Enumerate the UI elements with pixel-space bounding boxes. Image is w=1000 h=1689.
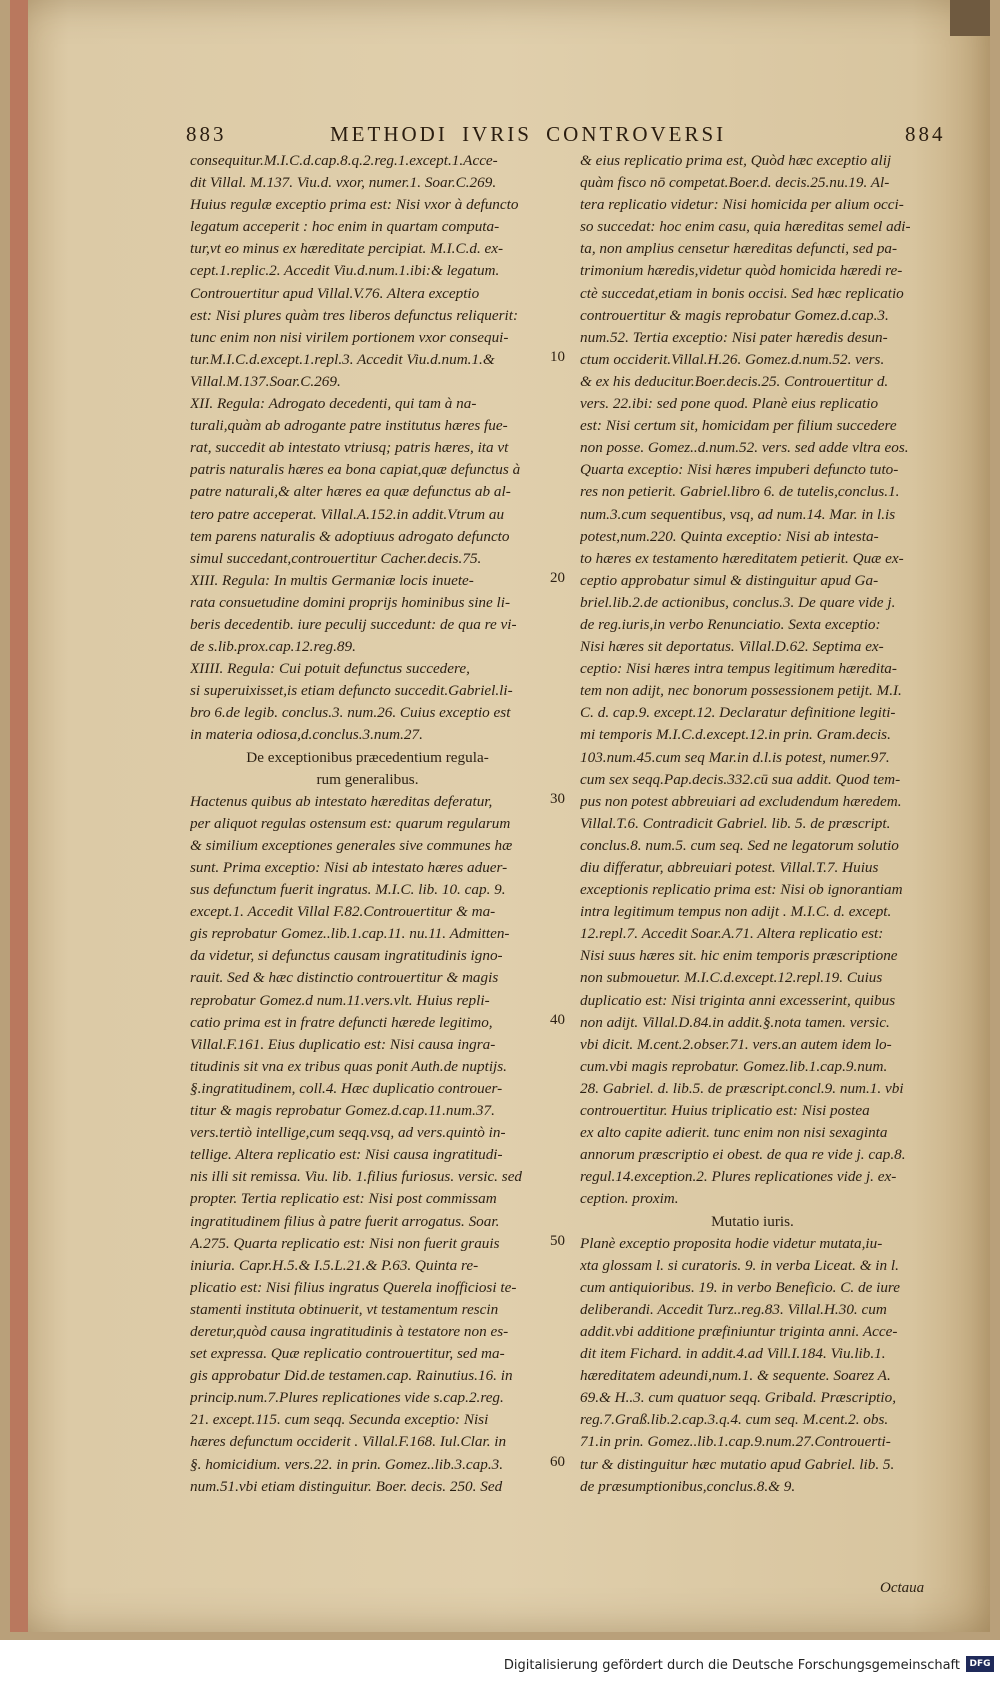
running-title: METHODI IVRIS CONTROVERSI (330, 122, 727, 146)
text-line: gis reprobatur Gomez..lib.1.cap.11. nu.11. Admitten- (190, 925, 510, 943)
text-line: non posse. Gomez..d.num.52. vers. sed adde vltra eos. (580, 439, 909, 457)
text-line: & ex his deducitur.Boer.decis.25. Controuertitur d. (580, 372, 889, 390)
text-line: XIII. Regula: In multis Germaniæ locis inuete- (190, 571, 474, 589)
text-line: non submouetur. M.I.C.d.except.12.repl.19. Cuius (580, 969, 883, 987)
text-line: 71.in prin. Gomez..lib.1.cap.9.num.27.Controuerti- (580, 1433, 891, 1451)
text-line: except.1. Accedit Villal F.82.Controuertitur & ma- (190, 903, 496, 921)
text-line: conclus.8. num.5. cum seq. Sed ne legatorum solutio (580, 836, 899, 854)
text-line: briel.lib.2.de actionibus, conclus.3. De quare vide j. (580, 593, 896, 611)
text-line: tero patre acceperat. Villal.A.152.in addit.Vtrum au (190, 505, 505, 523)
text-line: hæres defunctum occiderit . Villal.F.168. Iul.Clar. in (190, 1433, 507, 1451)
text-line: pus non potest abbreuiari ad excludendum hæredem. (580, 792, 902, 810)
text-line: nis illi sit remissa. Viu. lib. 1.filius furiosus. versic. sed (190, 1168, 523, 1186)
text-line: tur.M.I.C.d.except.1.repl.3. Accedit Viu.d.num.1.& (190, 350, 495, 368)
text-line: stamenti instituta obtinuerit, vt testamentum rescin (190, 1300, 499, 1318)
text-line: tur,vt eo minus ex hæreditate percipiat. M.I.C.d. ex- (190, 240, 504, 258)
line-number: 20 (550, 569, 565, 586)
text-line: cum.vbi magis reprobatur. Gomez.lib.1.cap.9.num. (580, 1057, 888, 1075)
page-header (0, 122, 1000, 150)
text-line: potest,num.220. Quinta exceptio: Nisi ab intesta- (580, 527, 879, 545)
text-line: & similium exceptiones generales sive communes hæ (190, 836, 513, 854)
text-line: annorum præscriptio ei obest. de qua re vide j. cap.8. (580, 1146, 906, 1164)
text-line: duplicatio est: Nisi triginta anni excesserint, quibus (580, 991, 896, 1009)
text-line: dit item Fichard. in addit.4.ad Vill.I.184. Viu.lib.1. (580, 1345, 886, 1363)
text-line: XIIII. Regula: Cui potuit defunctus succedere, (190, 660, 470, 678)
text-line: reg.7.Graß.lib.2.cap.3.q.4. cum seq. M.cent.2. obs. (580, 1411, 889, 1429)
text-line: consequitur.M.I.C.d.cap.8.q.2.reg.1.except.1.Acce- (190, 152, 498, 169)
text-line: A.275. Quarta replicatio est: Nisi non fuerit grauis (190, 1234, 500, 1252)
text-line: bro 6.de legib. conclus.3. num.26. Cuius exceptio est (190, 704, 511, 722)
text-line: trimonium hæredis,videtur quòd homicida hæredi re- (580, 262, 903, 280)
text-line: Villal.T.6. Contradicit Gabriel. lib. 5. de præscript. (580, 814, 891, 832)
page-corner (950, 0, 990, 36)
text-line: controuertitur. Huius triplicatio est: Nisi postea (580, 1102, 870, 1120)
text-line: cum sex seqq.Pap.decis.332.cū sua addit. Quod tem- (580, 770, 901, 788)
text-line: est: Nisi plures quàm tres liberos defunctus reliquerit: (190, 306, 519, 324)
text-line: Huius regulæ exceptio prima est: Nisi vxor à defuncto (190, 196, 519, 214)
line-number: 40 (550, 1011, 565, 1028)
text-line: ceptio approbatur simul & distinguitur apud Ga- (580, 571, 879, 589)
text-line: tellige. Altera replicatio est: Nisi causa ingratitudi- (190, 1146, 503, 1164)
text-line: 21. except.115. cum seqq. Secunda exceptio: Nisi (190, 1411, 489, 1429)
text-line: vers. 22.ibi: sed pone quod. Planè eius replicatio (580, 395, 879, 413)
text-line: de præsumptionibus,conclus.8.& 9. (580, 1477, 796, 1495)
left-text-column (190, 150, 545, 1498)
text-line: plicatio est: Nisi filius ingratus Querela inofficiosi te- (190, 1278, 517, 1296)
text-line: 28. Gabriel. d. lib.5. de præscript.concl.9. num.1. vbi (580, 1079, 904, 1097)
text-line: 69.& H..3. cum quatuor seqq. Gribald. Præscriptio, (580, 1389, 896, 1407)
dfg-logo: DFG (966, 1656, 994, 1672)
text-line: turali,quàm ab adrogante patre institutus hæres fue- (190, 417, 508, 435)
text-line: dit Villal. M.137. Viu.d. vxor, numer.1. Soar.C.269. (190, 174, 497, 192)
text-line: deretur,quòd causa ingratitudinis à testatore non es- (190, 1322, 509, 1340)
line-number: 30 (550, 790, 565, 807)
footer-credit: Digitalisierung gefördert durch die Deutsche Forschungsgemeinschaft (503, 1658, 960, 1673)
text-line: intra legitimum tempus non adijt . M.I.C. d. except. (580, 903, 892, 921)
text-line: de reg.iuris,in verbo Renunciatio. Sexta exceptio: (580, 615, 881, 633)
text-line: C. d. cap.9. except.12. Declaratur definitione legiti- (580, 704, 896, 722)
text-line: per aliquot regulas ostensum est: quarum regularum (190, 814, 511, 832)
text-line: si superuixisset,is etiam defuncto succedit.Gabriel.li- (190, 682, 513, 700)
text-line: 12.repl.7. Accedit Soar.A.71. Altera replicatio est: (580, 925, 884, 943)
text-line: num.52. Tertia exceptio: Nisi pater hæredis desun- (580, 328, 888, 346)
text-line: reprobatur Gomez.d num.11.vers.vlt. Huius repli- (190, 991, 490, 1009)
text-line: patre naturali,& alter hæres ea quæ defunctus ab al- (190, 483, 511, 501)
text-line: diu differatur, abbreuiari potest. Villal.T.7. Huius (580, 859, 879, 876)
text-line: tem non adijt, nec bonorum possessionem petijt. M.I. (580, 682, 902, 700)
text-line: ex alto capite adierit. tunc enim non nisi sexaginta (580, 1124, 888, 1142)
text-line: titur & magis reprobatur Gomez.d.cap.11.num.37. (190, 1102, 495, 1120)
text-line: sus defunctum fuerit ingratus. M.I.C. lib. 10. cap. 9. (190, 881, 506, 899)
text-line: Controuertitur apud Villal.V.76. Altera exceptio (190, 284, 480, 302)
text-line: num.51.vbi etiam distinguitur. Boer. decis. 250. Sed (190, 1477, 503, 1495)
text-line: in materia odiosa,d.conclus.3.num.27. (190, 726, 423, 744)
text-line: addit.vbi additione præfiniuntur triginta anni. Acce- (580, 1322, 898, 1340)
text-line: vers.tertiò intellige,cum seqq.vsq, ad vers.quintò in- (190, 1124, 506, 1142)
text-line: rata consuetudine domini proprijs hominibus sine li- (190, 593, 511, 611)
text-line: beris decedentib. iure peculij succedunt: de qua re vi- (190, 615, 517, 633)
text-line: xta glossam l. si curatoris. 9. in verba Liceat. & in l. (580, 1256, 899, 1274)
text-line: Villal.M.137.Soar.C.269. (190, 372, 341, 390)
text-line: catio prima est in fratre defuncti hærede legitimo, (190, 1013, 493, 1031)
text-line: iniuria. Capr.H.5.& I.5.L.21.& P.63. Quinta re- (190, 1256, 479, 1274)
text-line: vbi dicit. M.cent.2.obser.71. vers.an autem idem lo- (580, 1035, 892, 1053)
text-line: sunt. Prima exceptio: Nisi ab intestato hæres aduer- (190, 859, 508, 876)
text-line: quàm fisco nō competat.Boer.d. decis.25.nu.19. Al- (580, 174, 890, 192)
text-line: to hæres ex testamento hæreditatem petierit. Quæ ex- (580, 549, 904, 567)
text-line: tem parens naturalis & adoptiuus adrogato defuncto (190, 527, 510, 545)
text-line: ingratitudinem filius à patre fuerit arrogatus. Soar. (190, 1212, 500, 1230)
text-line: est: Nisi certum sit, homicidam per filium succedere (580, 417, 897, 435)
text-line: hæreditatem adeundi,num.1. & sequente. Soarez A. (580, 1367, 891, 1385)
section-heading: Mutatio iuris. (711, 1212, 794, 1230)
line-number: 50 (550, 1232, 565, 1249)
text-line: Planè exceptio proposita hodie videtur mutata,iu- (580, 1234, 883, 1252)
text-line: regul.14.exception.2. Plures replicationes vide j. ex- (580, 1168, 897, 1186)
text-line: res non petierit. Gabriel.libro 6. de tutelis,conclus.1. (580, 483, 900, 501)
text-line: Nisi suus hæres sit. hic enim temporis præscriptione (580, 947, 898, 965)
book-spine-edge (10, 0, 28, 1632)
text-line: de s.lib.prox.cap.12.reg.89. (190, 638, 356, 656)
text-line: controuertitur & magis reprobatur Gomez.d.cap.3. (580, 306, 889, 324)
text-line: ceptio: Nisi hæres intra tempus legitimum hæredita- (580, 660, 897, 678)
text-line: §.ingratitudinem, coll.4. Hæc duplicatio controuer- (190, 1079, 503, 1097)
text-line: set expressa. Quæ replicatio controuertitur, sed ma- (190, 1345, 505, 1363)
text-line: non adijt. Villal.D.84.in addit.§.nota tamen. versic. (580, 1013, 890, 1031)
page-number-left: 883 (186, 122, 227, 146)
text-line: exceptionis replicatio prima est: Nisi ob ignorantiam (580, 881, 903, 899)
text-line: num.3.cum sequentibus, vsq, ad num.14. Mar. in l.is (580, 505, 896, 523)
right-text-column (580, 150, 925, 1498)
text-line: ctè succedat,etiam in bonis occisi. Sed hæc replicatio (580, 284, 904, 302)
text-line: 103.num.45.cum seq Mar.in d.l.is potest, numer.97. (580, 748, 890, 766)
text-line: Quarta exceptio: Nisi hæres impuberi defuncto tuto- (580, 461, 899, 479)
text-line: ta, non amplius censetur hæreditas defuncti, sed pa- (580, 240, 898, 258)
text-line: da videtur, si defunctus causam ingratitudinis igno- (190, 947, 503, 965)
text-line: patris naturalis hæres ea bona capiat,quæ defunctus à (190, 461, 521, 479)
text-line: Nisi hæres sit deportatus. Villal.D.62. Septima ex- (580, 638, 884, 656)
text-line: tera replicatio videtur: Nisi homicida per alium occi- (580, 196, 904, 214)
text-line: rauit. Sed & hæc distinctio controuertitur & magis (190, 969, 499, 987)
text-line: legatum acceperit : hoc enim in quartam computa- (190, 218, 500, 236)
text-line: deliberandi. Accedit Turz..reg.83. Villal.H.30. cum (580, 1300, 887, 1318)
catchword: Octaua (880, 1580, 925, 1596)
text-line: propter. Tertia replicatio est: Nisi post commissam (190, 1190, 497, 1208)
text-line: cum antiquioribus. 19. in verbo Beneficio. C. de iure (580, 1278, 901, 1296)
line-number: 10 (550, 348, 565, 365)
text-line: tunc enim non nisi virilem portionem vxor consequi- (190, 328, 509, 346)
text-line: tur & distinguitur hæc mutatio apud Gabriel. lib. 5. (580, 1455, 895, 1473)
page-number-right: 884 (905, 122, 946, 146)
text-line: mi temporis M.I.C.d.except.12.in prin. Gram.decis. (580, 726, 891, 744)
text-line: simul succedant,controuertitur Cacher.decis.75. (190, 549, 482, 567)
line-number: 60 (550, 1453, 565, 1470)
text-line: rat, succedit ab intestato vtriusq; patris hæres, ita vt (190, 439, 509, 457)
text-line: princip.num.7.Plures replicationes vide s.cap.2.reg. (190, 1389, 504, 1407)
text-line: XII. Regula: Adrogato decedenti, qui tam à na- (190, 395, 477, 413)
text-line: ctum occiderit.Villal.H.26. Gomez.d.num.52. vers. (580, 350, 885, 368)
text-line: cept.1.replic.2. Accedit Viu.d.num.1.ibi:& legatum. (190, 262, 500, 280)
text-line: Villal.F.161. Eius duplicatio est: Nisi causa ingra- (190, 1035, 496, 1053)
text-line: ception. proxim. (580, 1190, 679, 1208)
text-line: so succedat: hoc enim casu, quia hæreditas semel adi- (580, 218, 911, 236)
section-heading: rum generalibus. (316, 770, 419, 788)
section-heading: De exceptionibus præcedentium regula- (246, 748, 489, 766)
text-line: titudinis sit vna ex tribus quas ponit Auth.de nuptijs. (190, 1057, 507, 1075)
text-line: §. homicidium. vers.22. in prin. Gomez..lib.3.cap.3. (190, 1455, 504, 1473)
text-line: gis approbatur Did.de testamen.cap. Rainutius.16. in (190, 1367, 513, 1385)
digitization-footer (0, 1640, 1000, 1689)
text-line: & eius replicatio prima est, Quòd hæc exceptio alij (580, 152, 892, 169)
text-line: Hactenus quibus ab intestato hæreditas deferatur, (190, 792, 493, 810)
